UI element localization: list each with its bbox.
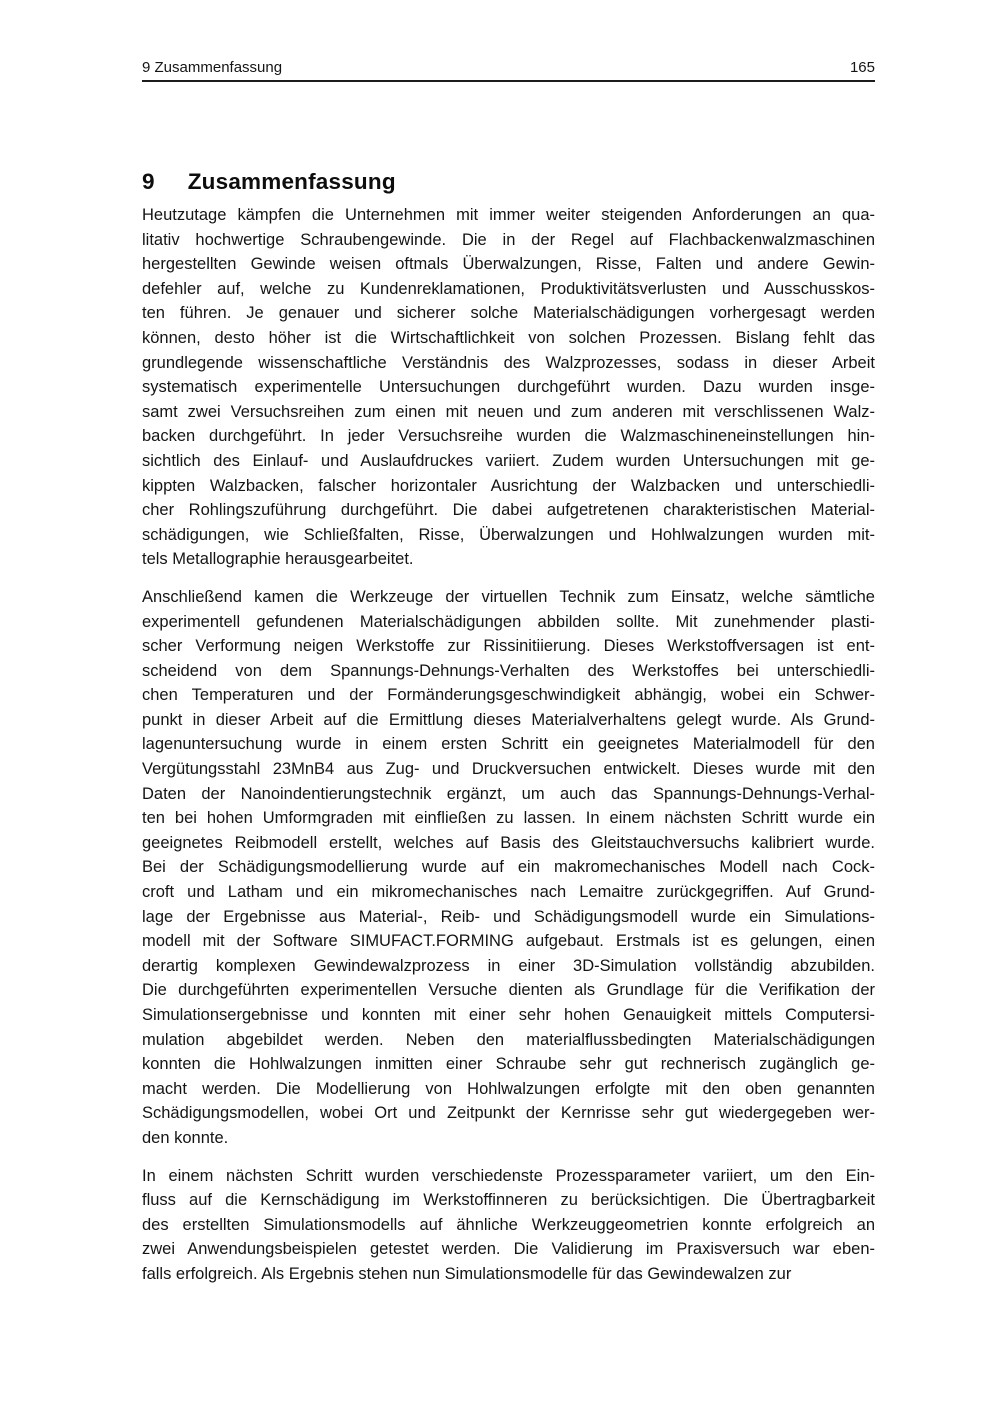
body-paragraphs: [142, 203, 875, 1300]
text-line: ten führen. Je genauer und sicherer solche Materialschädigungen vorhergesagt werden: [142, 304, 875, 323]
text-line: schädigungen, wie Schließfalten, Risse, Überwalzungen und Hohlwalzungen wurden mit-: [142, 525, 875, 544]
text-line: croft und Latham und ein mikromechanisches nach Lemaitre zurückgegriffen. Auf Grund-: [142, 883, 875, 902]
text-line: samt zwei Versuchsreihen zum einen mit neuen und zum anderen mit verschlissenen Walz-: [142, 402, 875, 421]
running-header: [142, 56, 875, 82]
text-line: mulation abgebildet werden. Neben den materialflussbedingten Materialschädigungen: [142, 1030, 875, 1049]
paragraph: [142, 203, 875, 572]
text-line: Vergütungsstahl 23MnB4 aus Zug- und Druckversuchen entwickelt. Dieses wurde mit den: [142, 760, 875, 779]
text-line: modell mit der Software SIMUFACT.FORMING aufgebaut. Erstmals ist es gelungen, einen: [142, 932, 875, 951]
text-line: macht werden. Die Modellierung von Hohlwalzungen erfolgte mit den oben genannten: [142, 1079, 875, 1098]
text-line: können, desto höher ist die Wirtschaftlichkeit von solchen Prozessen. Bislang fehlt das: [142, 328, 875, 347]
paragraph: [142, 1164, 875, 1287]
text-line: Bei der Schädigungsmodellierung wurde auf ein makromechanisches Modell nach Cock-: [142, 858, 875, 877]
text-line: den konnte.: [142, 1128, 229, 1147]
chapter-title: Zusammenfassung: [187, 169, 396, 194]
text-line: scher Verformung neigen Werkstoffe zur Rissinitiierung. Dieses Werkstoffversagen ist ent-: [142, 637, 875, 656]
text-line: systematisch experimentelle Untersuchungen durchgeführt wurden. Dazu wurden insge-: [142, 378, 875, 397]
text-line: kippten Walzbacken, falscher horizontaler Ausrichtung der Walzbacken und unterschiedli-: [142, 476, 875, 495]
text-line: tels Metallographie herausgearbeitet.: [142, 550, 414, 569]
chapter-heading: [142, 167, 396, 197]
text-line: lagenuntersuchung wurde in einem ersten Schritt ein geeignetes Materialmodell für den: [142, 735, 875, 754]
text-line: zwei Anwendungsbeispielen getestet werden. Die Validierung im Praxisversuch war eben-: [142, 1240, 875, 1259]
text-line: grundlegende wissenschaftliche Verständnis des Walzprozesses, sodass in dieser Arbeit: [142, 353, 875, 372]
text-line: hergestellten Gewinde weisen oftmals Überwalzungen, Risse, Falten und andere Gewin-: [142, 255, 875, 274]
text-line: litativ hochwertige Schraubengewinde. Die in der Regel auf Flachbackenwalzmaschinen: [142, 230, 875, 249]
text-line: defehler auf, welche zu Kundenreklamationen, Produktivitätsverlusten und Ausschusskos-: [142, 279, 875, 298]
text-line: Simulationsergebnisse und konnten mit einer sehr hohen Genauigkeit mittels Computersi-: [142, 1006, 875, 1024]
text-line: ten bei hohen Umformgraden mit einfließen zu lassen. In einem nächsten Schritt wurde ein: [142, 809, 875, 828]
text-line: backen durchgeführt. In jeder Versuchsreihe wurden die Walzmaschineneinstellungen hin-: [142, 427, 875, 446]
text-line: Anschließend kamen die Werkzeuge der virtuellen Technik zum Einsatz, welche sämtliche: [142, 587, 875, 606]
text-line: sichtlich des Einlauf- und Auslaufdruckes variiert. Zudem wurden Untersuchungen mit ge-: [142, 451, 875, 470]
text-line: konnten die Hohlwalzungen inmitten einer Schraube sehr gut rechnerisch zugänglich ge-: [142, 1055, 875, 1074]
text-line: scheidend von dem Spannungs-Dehnungs-Verhalten des Werkstoffes bei unterschiedli-: [142, 661, 875, 680]
text-line: derartig komplexen Gewindewalzprozess in einer 3D-Simulation vollständig abzubilden.: [142, 956, 875, 975]
text-line: fluss auf die Kernschädigung im Werkstoffinneren zu berücksichtigen. Die Übertragbarkeit: [142, 1191, 875, 1210]
text-line: experimentell gefundenen Materialschädigungen abbilden sollte. Mit zunehmender plasti-: [142, 612, 875, 631]
text-line: lage der Ergebnisse aus Material-, Reib- und Schädigungsmodell wurde ein Simulations-: [142, 907, 875, 926]
text-line: cher Rohlingszuführung durchgeführt. Die dabei aufgetretenen charakteristischen Material-: [142, 501, 875, 520]
text-line: In einem nächsten Schritt wurden verschiedenste Prozessparameter variiert, um den Ein-: [142, 1166, 875, 1185]
paragraph: [142, 585, 875, 1151]
text-line: Heutzutage kämpfen die Unternehmen mit immer weiter steigenden Anforderungen an qua-: [142, 206, 875, 224]
text-line: Die durchgeführten experimentellen Versuche dienten als Grundlage für die Verifikation der: [142, 981, 875, 1000]
text-line: chen Temperaturen und der Formänderungsgeschwindigkeit abhängig, wobei ein Schwer-: [142, 686, 875, 705]
text-line: punkt in dieser Arbeit auf die Ermittlung dieses Materialverhaltens gelegt wurde. Als Grund-: [142, 710, 875, 729]
text-line: geeignetes Reibmodell erstellt, welches auf Basis des Gleitstauchversuchs kalibriert wurde.: [142, 833, 875, 852]
text-line: des erstellten Simulationsmodells auf ähnliche Werkzeuggeometrien konnte erfolgreich an: [142, 1215, 875, 1234]
chapter-number: 9: [142, 169, 155, 194]
text-line: Schädigungsmodellen, wobei Ort und Zeitpunkt der Kernrisse sehr gut wiedergegeben wer-: [142, 1104, 875, 1123]
text-line: Daten der Nanoindentierungstechnik ergänzt, um auch das Spannungs-Dehnungs-Verhal-: [142, 784, 875, 803]
running-header-title: 9 Zusammenfassung: [142, 59, 283, 76]
text-line: falls erfolgreich. Als Ergebnis stehen nun Simulationsmodelle für das Gewindewalzen zur: [142, 1264, 792, 1283]
page-number: 165: [849, 59, 875, 76]
